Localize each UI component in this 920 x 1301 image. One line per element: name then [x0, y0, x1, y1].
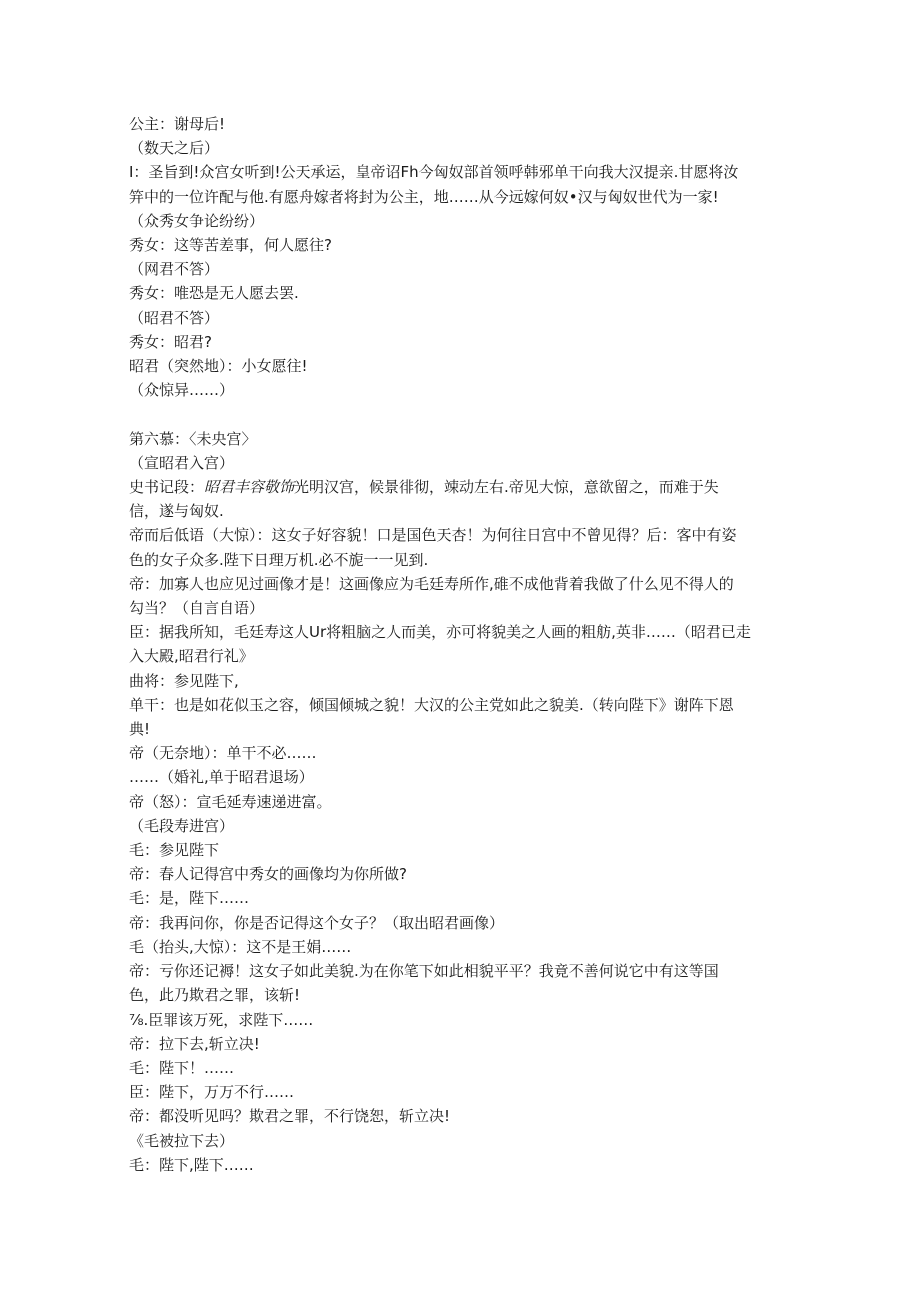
italic-quote: 昭君丰容敬饰 — [204, 478, 295, 497]
script-line: 帝：加寡人也应见过画像才是！这画像应为毛廷寿所作,碓不成他背着我做了什么见不得人的 — [129, 574, 734, 593]
script-line: 毛：陛下,陛下…… — [129, 1155, 254, 1174]
script-line: 帝：都没听见吗？欺君之罪，不行饶恕，斩立决! — [129, 1107, 451, 1126]
script-line: 毛（抬头,大惊）：这不是王娟…… — [129, 937, 352, 956]
script-line: 色，此乃欺君之罪，该斩! — [129, 986, 301, 1005]
script-line: （众秀女争论纷纷） — [129, 211, 265, 230]
script-line: 毛：陛下！…… — [129, 1058, 235, 1077]
script-line: 帝（怒）：宣毛延寿速递进富。 — [129, 792, 332, 811]
script-line — [129, 475, 769, 499]
script-line: I：圣旨到!众宫女听到!公天承运，皇帝诏Fh今匈奴部首领呼韩邪单干向我大汉提亲.甘愿将汝 — [129, 163, 739, 182]
script-line: （数天之后） — [129, 139, 220, 158]
script-line: 帝：亏你还记褥！这女子如此美貌.为在你笔下如此相貌平平？我竟不善何说它中有这等国 — [129, 962, 719, 981]
script-line: 帝：春人记得宫中秀女的画像均为你所做? — [129, 865, 407, 884]
script-line: 毛：是，陛下…… — [129, 889, 250, 908]
line-text: 史书记段： — [129, 478, 205, 497]
script-line: （毛段寿进宫） — [129, 816, 235, 835]
script-line: 秀女：唯恐是无人愿去罢. — [129, 284, 299, 303]
script-line: 臣：陛下，万万不行…… — [129, 1083, 295, 1102]
script-body — [129, 112, 769, 1177]
script-line: ⅞.臣罪该万死，求陛下…… — [129, 1010, 314, 1029]
script-line: 帝：拉下去,斩立决! — [129, 1034, 260, 1053]
script-line: 公主：谢母后! — [129, 115, 226, 133]
blank-line — [129, 402, 769, 426]
script-line: 《毛被拉下去） — [129, 1131, 235, 1150]
script-line: 曲将：参见陛下, — [129, 671, 239, 690]
script-line: 昭君（突然地）：小女愿往! — [129, 357, 308, 376]
script-line: 秀女：昭君? — [129, 332, 212, 351]
script-line: 臣：据我所知，毛廷寿这人Ur将粗脑之人而美，亦可将貌美之人画的粗舫,英非……（昭君已走 — [129, 623, 751, 642]
script-line: 色的女子众多.陛下日理万机.必不旎一一见到. — [129, 550, 429, 569]
line-text: 光明汉宫，候景徘彻，竦动左右.帝见大惊，意欲留之，而难于失 — [294, 478, 719, 497]
script-line: （宣昭君入宫） — [129, 453, 235, 472]
script-line: 第六慕：〈未央宫〉 — [129, 429, 257, 448]
script-line: 帝：我再问你，你是否记得这个女子？（取出昭君画像） — [129, 913, 505, 932]
script-line: 帝而后低语（大惊）：这女子好容貌！口是国色天杏！为何往日宫中不曾见得？后：客中有姿 — [129, 526, 737, 545]
script-line: 帝（无奈地）：单干不必…… — [129, 744, 317, 763]
script-line: 信，遂与匈奴. — [129, 502, 224, 521]
script-line: ……（婚礼,单于昭君退场） — [129, 768, 314, 787]
script-line: 笄中的一位许配与他.有愿舟嫁者将封为公主，地……从今远嫁何奴•汉与匈奴世代为一家! — [129, 187, 719, 206]
script-line: 秀女：这等苦差事，何人愿往? — [129, 236, 332, 255]
script-line: （昭君不答） — [129, 308, 220, 327]
script-line: 入大殿,昭君行礼》 — [129, 647, 254, 666]
script-line: （众惊异……） — [129, 381, 235, 400]
script-line: 单干：也是如花似玉之容，倾国倾城之貌！大汉的公主党如此之貌美.（转向陛下》谢阵下恩 — [129, 695, 734, 714]
script-line: 毛：参见陛下 — [129, 841, 220, 860]
script-line: 典! — [129, 720, 151, 739]
script-line: （网君不答） — [129, 260, 220, 279]
script-line: 勾当？（自言自语） — [129, 599, 265, 618]
